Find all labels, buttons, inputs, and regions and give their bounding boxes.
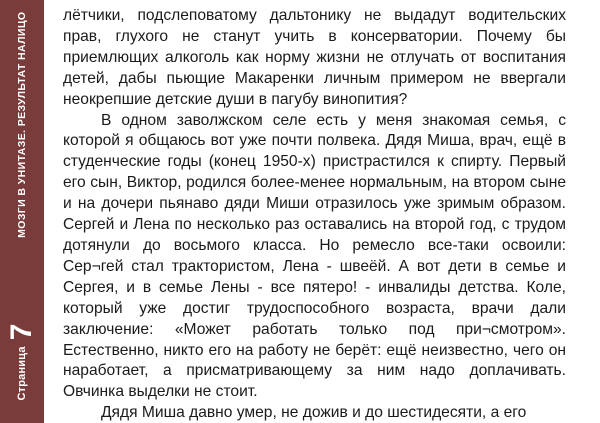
page-word: Страница bbox=[16, 346, 28, 401]
body-text bbox=[63, 6, 566, 423]
sidebar-rotated-text bbox=[0, 0, 44, 423]
page-number: 7 bbox=[5, 323, 38, 341]
page-label bbox=[7, 324, 37, 401]
paragraph: Дядя Миша давно умер, не дожив и до шестидесяти, а его bbox=[101, 404, 527, 422]
sidebar-band bbox=[0, 0, 44, 423]
running-title: МОЗГИ В УНИТАЗЕ. РЕЗУЛЬТАТ НАЛИЦО bbox=[16, 11, 28, 238]
paragraph: В одном заволжском селе есть у меня знакомая семья, с которой я общаюсь вот уже почти полвека. Дядя Миша, врач, ещё в студенческие годы (конец 1950-х) пристрастился к спирту. Первый его сын, Виктор, родился более-менее нормальным, на втором сыне и на дочери пьянаво дяди Миши отразилось уже зримым образом. Сергей и Лена по несколько раз оставались на второй год, с трудом дотянули до восьмого класса. Но ремесло все-таки освоили: Сер¬гей стал трактористом, Лена - швеёй. А вот дети в семье и Сергея, и в семье Лены - все пятеро! - инвалиды детства. Коле, который уже достиг трудоспособного возраста, врачи дали заключение: «Может работать только под при¬смотром». Естественно, никто его на работу не берёт: ещё неизвестно, чего он наработает, а присматривающему за ним надо доплачивать. Овчинка выделки не стоит. bbox=[63, 111, 566, 401]
paragraph: лётчики, подслеповатому дальтонику не выдадут водительских прав, глухого не станут учить в консерватории. Почему бы приемлющих алкоголь как норму жизни не отлучать от воспитания детей, дабы пьющие Макаренки личным примером не ввергали неокрепшие детские души в пагубу винопития? bbox=[63, 7, 566, 108]
